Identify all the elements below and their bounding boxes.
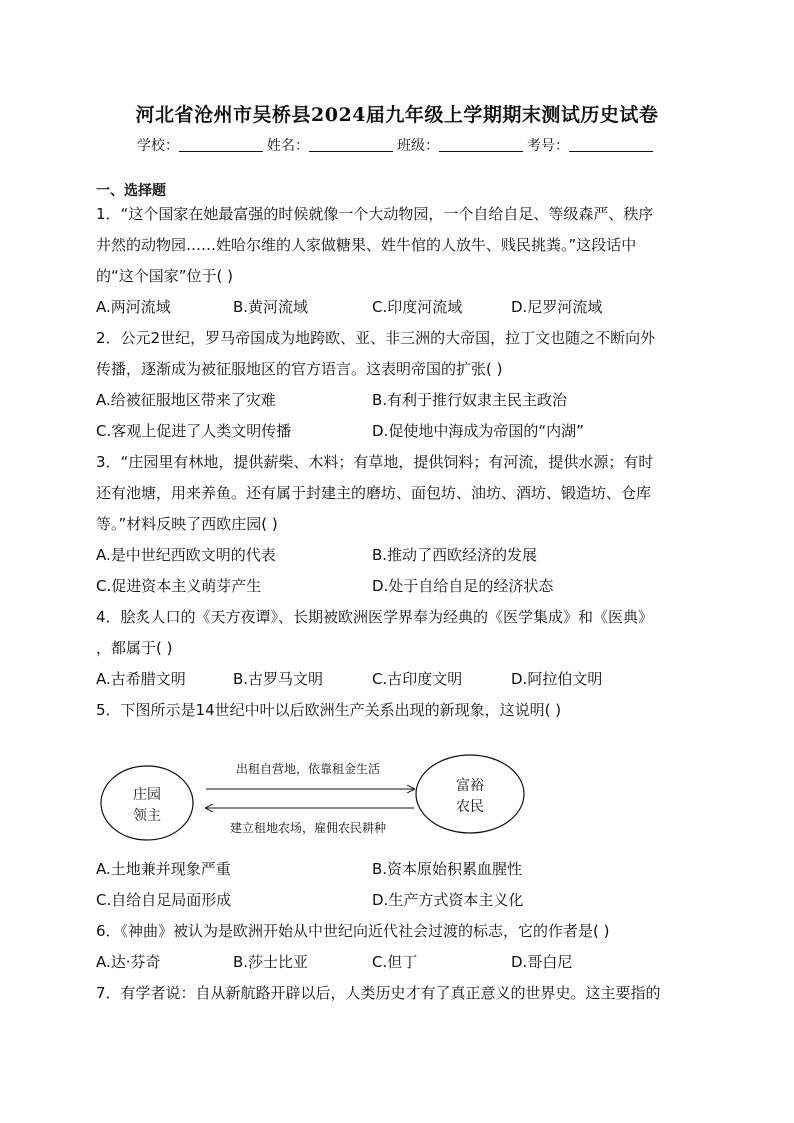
question-text-line: 2．公元2世纪，罗马帝国成为地跨欧、亚、非三洲的大帝国，拉丁文也随之不断向外 <box>96 329 656 347</box>
answer-option: C.但丁 <box>372 953 418 971</box>
question-text-line: 3．“庄园里有林地，提供薪柴、木料；有草地，提供饲料；有河流，提供水源；有时 <box>96 453 654 471</box>
question-text-line: 6．《神曲》被认为是欧洲开始从中世纪向近代社会过渡的标志，它的作者是( ) <box>96 922 610 940</box>
name-label: 姓名： <box>267 138 309 154</box>
manor-lord-node <box>101 766 193 840</box>
answer-option: B.推动了西欧经济的发展 <box>372 546 538 564</box>
question-text-line: 1．“这个国家在她最富强的时候就像一个大动物园，一个自给自足、等级森严、秩序 <box>96 205 654 223</box>
bottom-arrow-label: 建立租地农场，雇佣农民耕种 <box>229 821 387 835</box>
answer-option: D.生产方式资本主义化 <box>372 891 524 909</box>
answer-option: A.达·芬奇 <box>96 953 161 971</box>
answer-option: A.古希腊文明 <box>96 670 186 688</box>
answer-option: C.印度河流域 <box>372 298 463 316</box>
question-text-line: 4．脍炙人口的《天方夜谭》、长期被欧洲医学界奉为经典的《医学集成》和《医典》 <box>96 608 654 626</box>
left-node-line-2: 领主 <box>133 808 161 824</box>
class-label: 班级： <box>397 138 439 154</box>
section-title: 一、选择题 <box>96 183 166 199</box>
question-text-line: 井然的动物园……姓哈尔维的人家做糖果、姓牛倌的人放牛、贱民挑粪。”这段话中 <box>96 236 637 254</box>
answer-option: C.促进资本主义萌芽产生 <box>96 577 262 595</box>
answer-option: C.客观上促进了人类文明传播 <box>96 422 292 440</box>
answer-option: A.是中世纪西欧文明的代表 <box>96 546 276 564</box>
answer-option: B.黄河流域 <box>233 298 309 316</box>
question-text-line: 7．有学者说：自从新航路开辟以后，人类历史才有了真正意义的世界史。这主要指的 <box>96 984 661 1002</box>
exam-title: 河北省沧州市吴桥县2024届九年级上学期期末测试历史试卷 <box>135 104 659 126</box>
answer-option: A.两河流域 <box>96 298 171 316</box>
question-text-line: 的“这个国家”位于( ) <box>96 267 234 285</box>
answer-option: D.处于自给自足的经济状态 <box>372 577 554 595</box>
answer-option: A.给被征服地区带来了灾难 <box>96 391 276 409</box>
exam-no-blank <box>569 137 653 152</box>
class-blank <box>439 137 523 152</box>
answer-option: A.土地兼并现象严重 <box>96 860 231 878</box>
question-text-line: 还有池塘，用来养鱼。还有属于封建主的磨坊、面包坊、油坊、酒坊、锻造坊、仓库 <box>96 484 652 502</box>
answer-option: D.促使地中海成为帝国的“内湖” <box>372 422 584 440</box>
exam-no-label: 考号： <box>527 138 569 154</box>
question-text-line: ，都属于( ) <box>96 639 173 657</box>
question-text-line: 传播，逐渐成为被征服地区的官方语言。这表明帝国的扩张( ) <box>96 360 503 378</box>
answer-option: C.古印度文明 <box>372 670 463 688</box>
question-text-line: 5．下图所示是14世纪中叶以后欧洲生产关系出现的新现象，这说明( ) <box>96 701 562 719</box>
name-blank <box>309 137 393 152</box>
school-label: 学校： <box>137 138 179 154</box>
answer-option: B.莎士比亚 <box>233 953 309 971</box>
right-node-line-2: 农民 <box>456 799 484 815</box>
rich-peasant-node <box>416 755 524 833</box>
answer-option: D.阿拉伯文明 <box>511 670 603 688</box>
relation-diagram <box>96 752 536 852</box>
left-node-line-1: 庄园 <box>133 787 161 803</box>
answer-option: C.自给自足局面形成 <box>96 891 232 909</box>
student-info-row <box>0 135 794 155</box>
answer-option: D.哥白尼 <box>511 953 573 971</box>
answer-option: B.古罗马文明 <box>233 670 324 688</box>
answer-option: B.有利于推行奴隶主民主政治 <box>372 391 568 409</box>
question-text-line: 等。”材料反映了西欧庄园( ) <box>96 515 278 533</box>
right-node-line-1: 富裕 <box>456 778 484 794</box>
answer-option: D.尼罗河流域 <box>511 298 603 316</box>
answer-option: B.资本原始积累血腥性 <box>372 860 523 878</box>
school-blank <box>179 137 263 152</box>
top-arrow-label: 出租自营地，依靠租金生活 <box>235 762 381 776</box>
